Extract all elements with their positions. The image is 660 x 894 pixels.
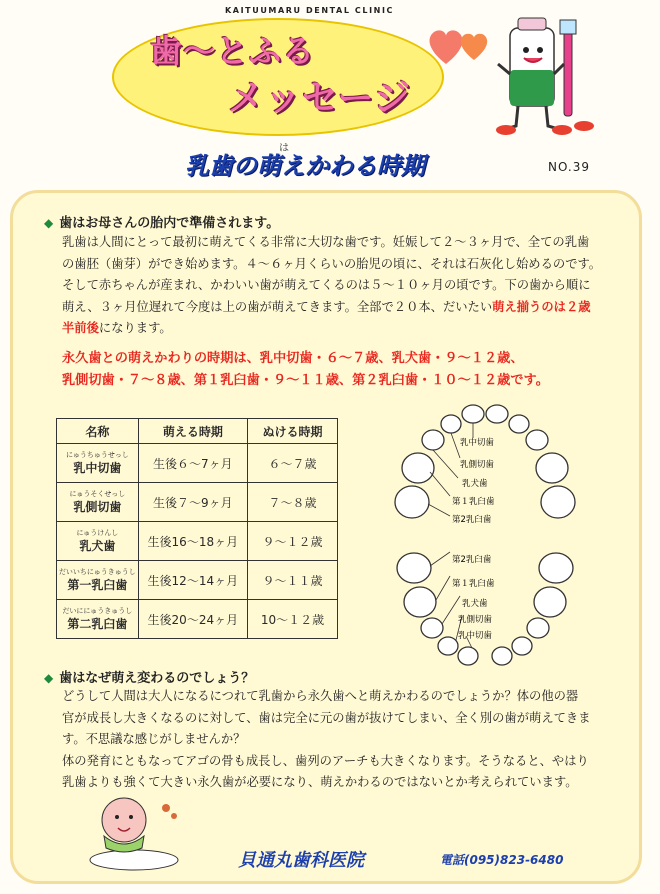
erupt-cell: 生後20〜24ヶ月 [138,600,247,639]
shed-cell: ９〜１１歳 [247,561,337,600]
tooth-label: 乳犬歯 [462,479,488,489]
red-emphasis: 半前後 [62,321,99,336]
tooth-name-cell: だいににゅうきゅうし 第二乳臼歯 [57,600,139,639]
replacement-summary [62,348,634,392]
tooth-label: 乳犬歯 [462,599,488,609]
dental-arch-diagram [380,400,590,682]
issue-number: NO.39 [548,160,591,174]
section2-title-row [44,667,254,686]
clinic-phone: 電話(095)823-6480 [440,853,564,867]
diamond-bullet-icon: ◆ [44,216,54,230]
diamond-bullet-icon: ◆ [44,671,54,685]
section1-line-4: 萌え、３ヶ月位遅れて今度は上の歯が萌えてきます。全部で２０本、だいたい萌え揃うのは２歳 [62,299,591,314]
erupt-cell: 生後12〜14ヶ月 [138,561,247,600]
column-header: 萌える時期 [138,419,247,444]
table-row [57,483,338,522]
table-row [57,600,338,639]
lower-arch-teeth [397,553,573,665]
shed-cell: ９〜１２歳 [247,522,337,561]
tooth-label: 第１乳臼歯 [452,579,495,589]
column-header: ぬける時期 [247,419,337,444]
section2-line: どうして人間は大人になるにつれて乳歯から永久歯へと萌えかわるのでしょうか？体の他の器 [62,689,579,703]
summary-line: 永久歯との萌えかわりの時期は、乳中切歯・６〜７歳、乳犬歯・９〜１２歳、 [62,351,524,366]
shed-cell: ６〜７歳 [247,444,337,483]
erupt-cell: 生後７〜9ヶ月 [138,483,247,522]
red-emphasis: 萌え揃うのは２歳 [492,299,591,314]
column-header: 名称 [57,419,139,444]
section1-line-5: 半前後になります。 [62,321,172,336]
table-row [57,561,338,600]
clinic-english-name: KAITUUMARU DENTAL CLINIC [225,6,395,15]
heading-ruby: は [279,143,289,154]
summary-line: 乳側切歯・７〜８歳、第１乳臼歯・９〜１１歳、第２乳臼歯・１０〜１２歳です。 [62,373,549,388]
newsletter-title-line1: 歯〜とふる [150,32,316,70]
section1-line: の歯胚（歯芽）ができ始めます。４〜６ヶ月くらいの胎児の頃に、それは石灰化し始めるのです。 [62,256,602,271]
upper-labels [452,437,495,525]
section2-line: 乳歯よりも強くて大きい永久歯が必要になり、萌えかわるのではないとか考えられています。 [62,775,578,790]
tooth-label: 乳側切歯 [458,615,493,625]
shed-cell: ７〜８歳 [247,483,337,522]
page-heading: 乳歯の萌えかわる時期 [185,152,425,180]
tooth-label: 乳中切歯 [458,631,493,641]
clinic-name: 貝通丸歯科医院 [238,850,364,871]
section2-line: 官が成長し大きくなるのに対して、歯は完全に元の歯が抜けてしまい、全く別の歯が萌えてきま [62,710,591,725]
tooth-label: 第１乳臼歯 [452,497,495,507]
section2-title: 歯はなぜ萌え変わるのでしょう？ [59,671,255,686]
tooth-label: 第2乳臼歯 [452,515,492,525]
section1-title: 歯はお母さんの胎内で準備されます。 [59,216,280,231]
tooth-label: 乳側切歯 [460,460,495,470]
section1-title-row [44,212,279,231]
toothpaste-mascot-illustration [496,14,606,138]
section2-line: 体の発育にともなってアゴの骨も成長し、歯列のアーチも大きくなります。そうなると、やはり [62,753,589,768]
section1-line: 乳歯は人間にとって最初に萌えてくる非常に大切な歯です。妊娠して２〜３ヶ月で、全ての乳歯 [62,235,590,249]
shed-cell: 10〜１２歳 [247,600,337,639]
section2-body [62,686,634,794]
tooth-name-cell: だいいちにゅうきゅうし 第一乳臼歯 [57,561,139,600]
section1-line: そして赤ちゃんが産まれ、かわいい歯が萌えてくるのは５〜１０ヶ月の頃です。下の歯から順に [62,278,591,293]
erupt-cell: 生後16〜18ヶ月 [138,522,247,561]
newsletter-title-line2: メッセージ [228,78,411,119]
tooth-name-cell: にゅうちゅうせっし 乳中切歯 [57,444,139,483]
teeth-timing-table [56,418,338,639]
tooth-name-cell: にゅうそくせっし 乳側切歯 [57,483,139,522]
tooth-label: 乳中切歯 [460,438,495,448]
table-row [57,444,338,483]
baby-eating-illustration [76,790,186,874]
tooth-label: 第2乳臼歯 [452,555,492,565]
lower-labels [452,554,495,641]
section1-body [62,232,634,340]
tooth-name-cell: にゅうけんし 乳犬歯 [57,522,139,561]
section2-line: す。不思議な感じがしませんか？ [62,732,246,747]
erupt-cell: 生後６〜7ヶ月 [138,444,247,483]
table-row [57,522,338,561]
hearts-decoration [424,16,496,76]
table-header-row [57,419,338,444]
